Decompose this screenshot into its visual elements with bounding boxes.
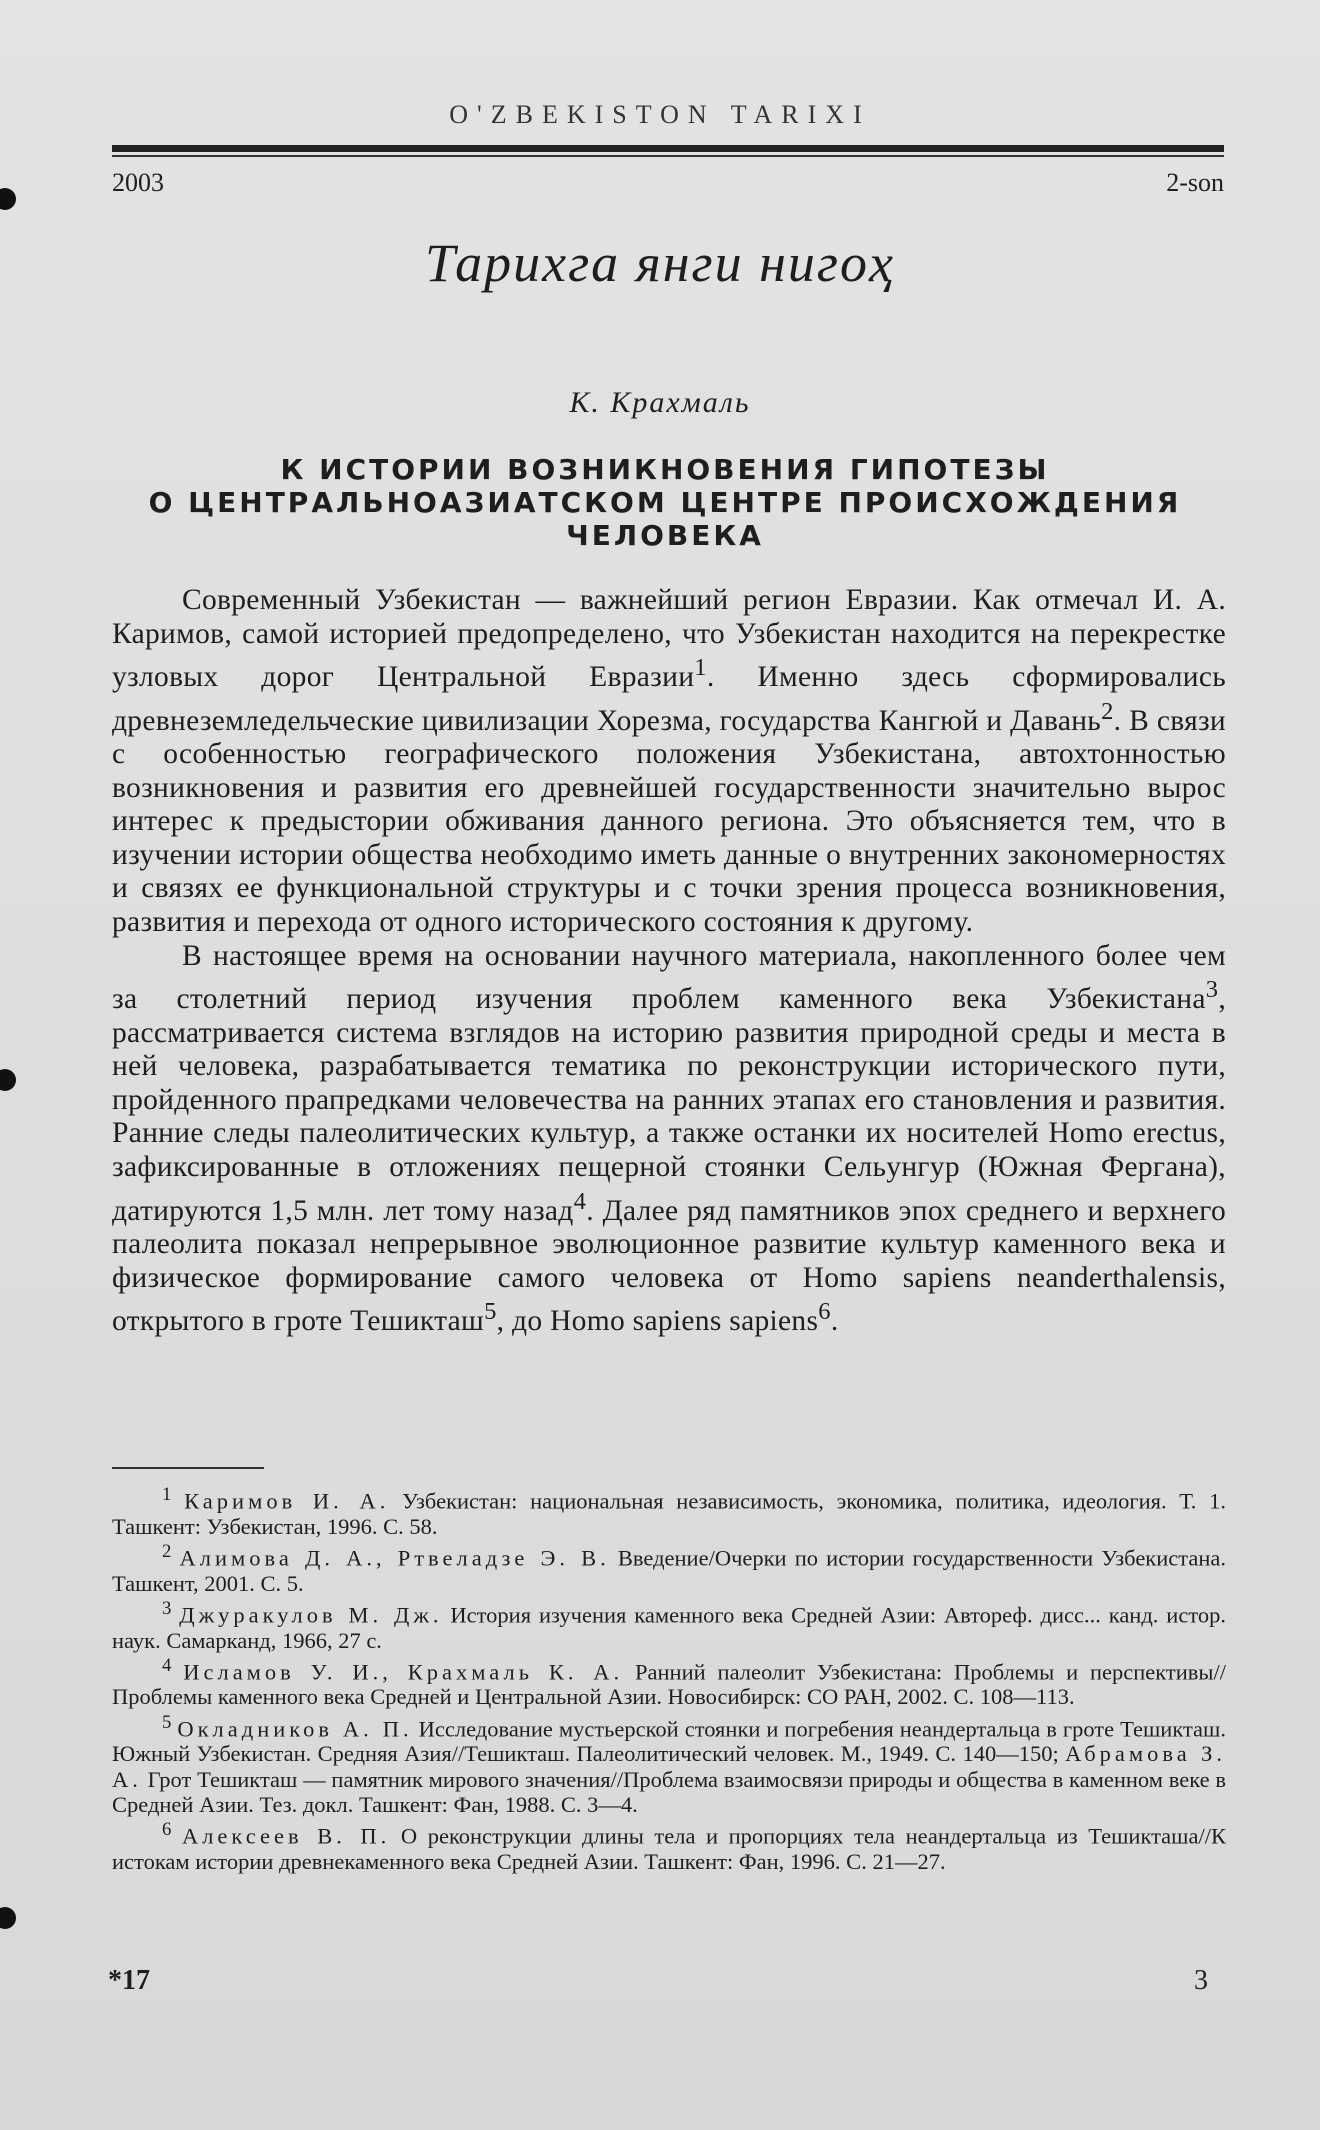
- text-run: В настоящее время на основании научного материала, накопленного более чем за столетний период изучения проблем каменного века Узбекистана: [112, 939, 1226, 1016]
- footnote-ref: 1: [694, 654, 707, 682]
- footnote-author: Алимова Д. А., Ртвеладзе Э. В.: [179, 1545, 610, 1571]
- footnote-text: Узбекистан: национальная независимость, экономика, политика, идеология. Т. 1. Ташкент: Узбекистан, 1996. С. 58.: [112, 1488, 1226, 1539]
- footnote: [112, 1817, 1226, 1874]
- binding-hole: [0, 1907, 16, 1929]
- text-run: .: [830, 1305, 839, 1338]
- article-title-line: О ЦЕНТРАЛЬНОАЗИАТСКОМ ЦЕНТРЕ ПРОИСХОЖДЕНИЯ: [148, 486, 1182, 519]
- article-title: [130, 453, 1200, 552]
- footnote-number: 5: [162, 1711, 172, 1733]
- header-rule-thin: [112, 155, 1224, 157]
- footnote-author: Джуракулов М. Дж.: [179, 1602, 443, 1628]
- text-run: , до Homo sapiens sapiens: [496, 1305, 819, 1338]
- paragraph: [112, 584, 1226, 940]
- article-title-line: ЧЕЛОВЕКА: [566, 519, 764, 552]
- issue-year: 2003: [112, 168, 164, 197]
- section-title: Тарихга янги нигоҳ: [425, 233, 895, 293]
- text-run: . Именно здесь сформировались древнеземледельческие цивилизации Хорезма, государства Кангюй и Давань: [112, 661, 1226, 737]
- header-rule: [112, 145, 1224, 152]
- article-body: [112, 584, 1226, 1339]
- text-run: Современный Узбекистан — важнейший регион Евразии. Как отмечал И. А. Каримов, самой историей предопределено, что Узбекистан находится на перекрестке узловых дорог Центральной Евразии: [112, 584, 1226, 694]
- footnote-ref: 6: [818, 1298, 831, 1326]
- printer-signature: *17: [108, 1965, 150, 1996]
- footnotes: [112, 1482, 1226, 1874]
- binding-hole: [0, 1069, 16, 1091]
- footnote-ref: 2: [1101, 697, 1114, 725]
- footnote-text: История изучения каменного века Средней Азии: Автореф. дисс... канд. истор. наук. Самарканд, 1966, 27 с.: [112, 1602, 1226, 1653]
- journal-name: O'ZBEKISTON TARIXI: [449, 100, 871, 129]
- footnote-number: 2: [162, 1540, 172, 1562]
- footnote-text: Введение/Очерки по истории государственности Узбекистана. Ташкент, 2001. С. 5.: [112, 1545, 1227, 1596]
- article-title-line: К ИСТОРИИ ВОЗНИКНОВЕНИЯ ГИПОТЕЗЫ: [280, 453, 1050, 486]
- footnote-number: 4: [162, 1654, 172, 1676]
- footnote-number: 3: [162, 1597, 172, 1619]
- footnote-ref: 5: [484, 1298, 497, 1326]
- footnote: [112, 1653, 1226, 1710]
- footnote-text: О реконструкции длины тела и пропорциях тела неандертальца из Тешикташа//К истокам истории древнекаменного века Средней Азии. Ташкент: Фан, 1996. С. 21—27.: [112, 1823, 1226, 1874]
- footnote: [112, 1482, 1226, 1539]
- footnote-author: Окладников А. П.: [177, 1716, 413, 1742]
- footnote-ref: 4: [573, 1187, 587, 1215]
- footnote-author: Каримов И. А.: [184, 1488, 390, 1514]
- footnote-number: 1: [162, 1484, 172, 1505]
- text-run: . В связи с особенностью географического положения Узбекистана, автохтонностью возникновения и развития его древнейшей государственности значительно вырос интерес к предыстории обживания данного региона. Это объясняется тем, что в изучении истории общества необходимо иметь данные о внутренних закономерностях и связях ее функциональной структуры и с точки зрения процесса возникновения, развития и перехода от одного исторического состояния к другому.: [112, 704, 1226, 938]
- footnote-rule: [112, 1467, 264, 1469]
- footnote-ref: 3: [1205, 976, 1219, 1004]
- footnote-author: Абрамова З. А.: [112, 1741, 1226, 1792]
- footnote: [112, 1539, 1226, 1596]
- text-run: , рассматривается система взглядов на историю развития природной среды и места в ней человека, разрабатывается тематика по реконструкции исторического пути, пройденного прапредками человечества на ранних этапах его становления и развития. Ранние следы палеолитических культур, а также останки их носителей Homo erectus, зафиксированные в отложениях пещерной стоянки Сельунгур (Южная Фергана), датируются 1,5 млн. лет тому назад: [112, 983, 1226, 1227]
- footnote: [112, 1596, 1226, 1653]
- footnote-text: Ранний палеолит Узбекистана: Проблемы и перспективы//Проблемы каменного века Средней и Центральной Азии. Новосибирск: СО РАН, 2002. С. 108—113.: [112, 1659, 1227, 1710]
- paragraph: [112, 940, 1226, 1339]
- footnote-text: Исследование мустьерской стоянки и погребения неандертальца в гроте Тешикташ. Южный Узбекистан. Средняя Азия//Тешикташ. Палеолитический человек. М., 1949. С. 140—150;: [112, 1716, 1226, 1767]
- article-author: К. Крахмаль: [569, 386, 751, 419]
- footnote-number: 6: [162, 1818, 172, 1840]
- issue-number: 2-son: [1166, 168, 1224, 197]
- footnote-author: Исламов У. И., Крахмаль К. А.: [183, 1659, 624, 1685]
- binding-hole: [0, 188, 16, 210]
- footnote-author: Алексеев В. П.: [181, 1823, 391, 1849]
- page-number: 3: [1194, 1965, 1208, 1996]
- text-run: . Далее ряд памятников эпох среднего и верхнего палеолита показал непрерывное эволюционное развитие культур каменного века и физическое формирование самого человека от Homo sapiens neanderthalensis, открытого в гроте Тешикташ: [112, 1194, 1226, 1338]
- footnote-text: Грот Тешикташ — памятник мирового значения//Проблема взаимосвязи природы и общества в каменном веке в Средней Азии. Тез. докл. Ташкент: Фан, 1988. С. 3—4.: [112, 1766, 1226, 1817]
- footnote: [112, 1710, 1226, 1817]
